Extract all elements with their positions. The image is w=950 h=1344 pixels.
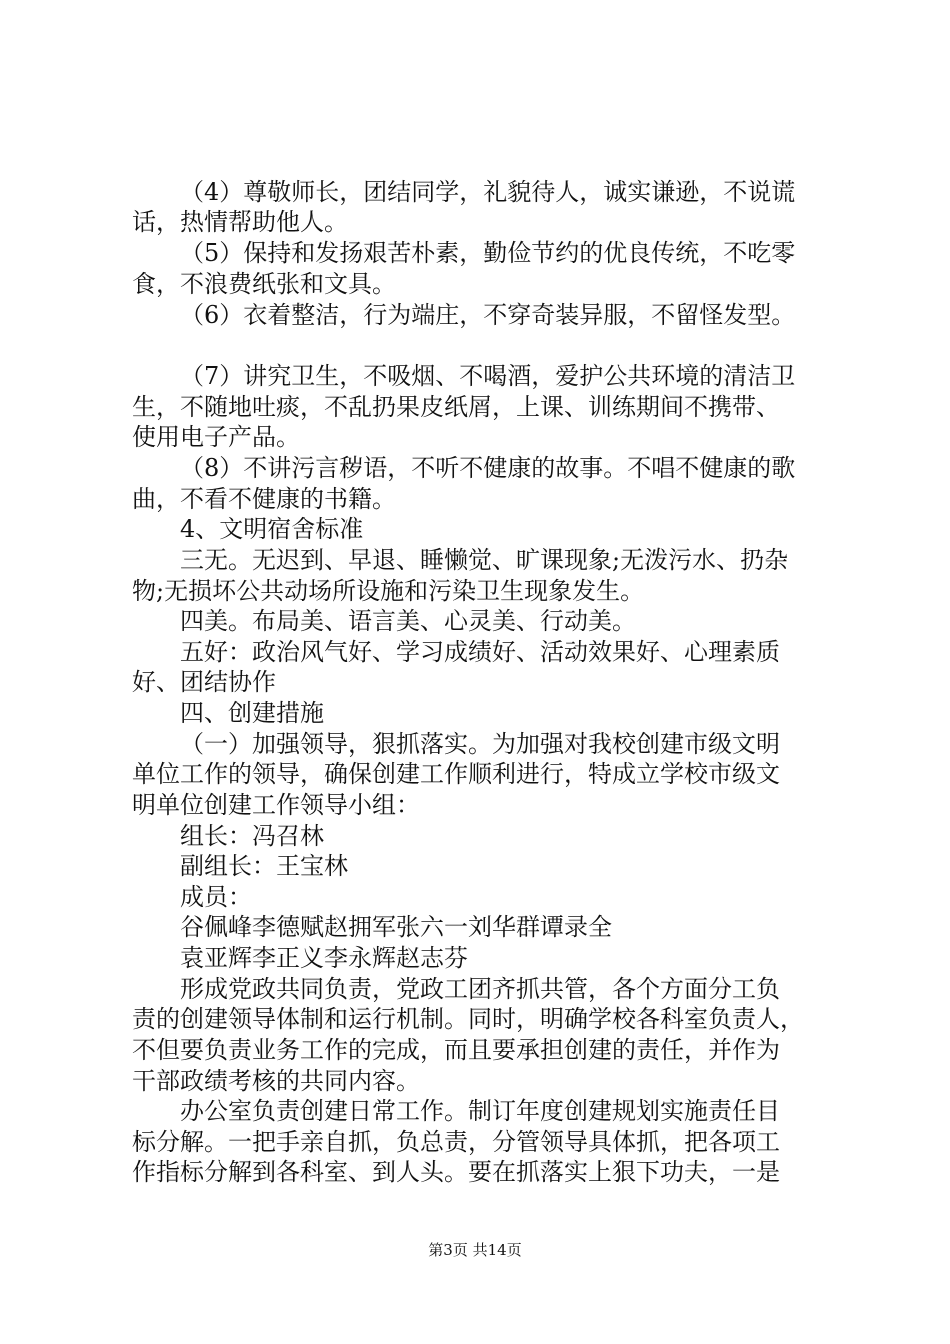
paragraph-line: 生，不随地吐痰，不乱扔果皮纸屑，上课、训练期间不携带、 <box>132 393 780 421</box>
paragraph-line: （6）衣着整洁，行为端庄，不穿奇装异服，不留怪发型。 <box>180 301 796 329</box>
paragraph-line: 食，不浪费纸张和文具。 <box>132 270 396 298</box>
paragraph-line: 成员： <box>180 883 252 911</box>
paragraph-line: 四美。布局美、语言美、心灵美、行动美。 <box>180 607 636 635</box>
paragraph-line: 物;无损坏公共动场所设施和污染卫生现象发生。 <box>132 577 645 605</box>
paragraph-line: 形成党政共同负责，党政工团齐抓共管，各个方面分工负 <box>180 975 780 1003</box>
paragraph-line: （5）保持和发扬艰苦朴素，勤俭节约的优良传统，不吃零 <box>180 239 796 267</box>
paragraph-line: 五好：政治风气好、学习成绩好、活动效果好、心理素质 <box>180 638 780 666</box>
paragraph-line: （7）讲究卫生，不吸烟、不喝酒，爱护公共环境的清洁卫 <box>180 362 796 390</box>
paragraph-line: 谷佩峰李德赋赵拥军张六一刘华群谭录全 <box>180 913 612 941</box>
paragraph-line: 话，热情帮助他人。 <box>132 208 348 236</box>
section-heading: 4、文明宿舍标准 <box>180 515 364 543</box>
paragraph-line: 副组长：王宝林 <box>180 852 348 880</box>
paragraph-line: 三无。无迟到、早退、睡懒觉、旷课现象;无泼污水、扔杂 <box>180 546 789 574</box>
page-footer: 第3页 共14页 <box>428 1241 522 1259</box>
paragraph-line: 明单位创建工作领导小组： <box>132 791 420 819</box>
paragraph-line: 办公室负责创建日常工作。制订年度创建规划实施责任目 <box>180 1097 780 1125</box>
paragraph-line: （一）加强领导，狠抓落实。为加强对我校创建市级文明 <box>180 730 780 758</box>
paragraph-line: 组长：冯召林 <box>180 822 324 850</box>
paragraph-line: 单位工作的领导，确保创建工作顺利进行，特成立学校市级文 <box>132 760 780 788</box>
paragraph-line: 袁亚辉李正义李永辉赵志芬 <box>180 944 468 972</box>
paragraph-line: 好、团结协作 <box>132 668 276 696</box>
paragraph-line: 作指标分解到各科室、到人头。要在抓落实上狠下功夫，一是 <box>132 1158 780 1186</box>
paragraph-line: 使用电子产品。 <box>132 423 300 451</box>
paragraph-line: （4）尊敬师长，团结同学，礼貌待人，诚实谦逊，不说谎 <box>180 178 796 206</box>
paragraph-line: （8）不讲污言秽语，不听不健康的故事。不唱不健康的歌 <box>180 454 796 482</box>
paragraph-line: 不但要负责业务工作的完成，而且要承担创建的责任，并作为 <box>132 1036 780 1064</box>
paragraph-line: 责的创建领导体制和运行机制。同时，明确学校各科室负责人， <box>132 1005 804 1033</box>
section-heading: 四、创建措施 <box>180 699 324 727</box>
paragraph-line: 干部政绩考核的共同内容。 <box>132 1067 420 1095</box>
paragraph-line: 标分解。一把手亲自抓，负总责，分管领导具体抓，把各项工 <box>132 1128 780 1156</box>
paragraph-line: 曲，不看不健康的书籍。 <box>132 485 396 513</box>
